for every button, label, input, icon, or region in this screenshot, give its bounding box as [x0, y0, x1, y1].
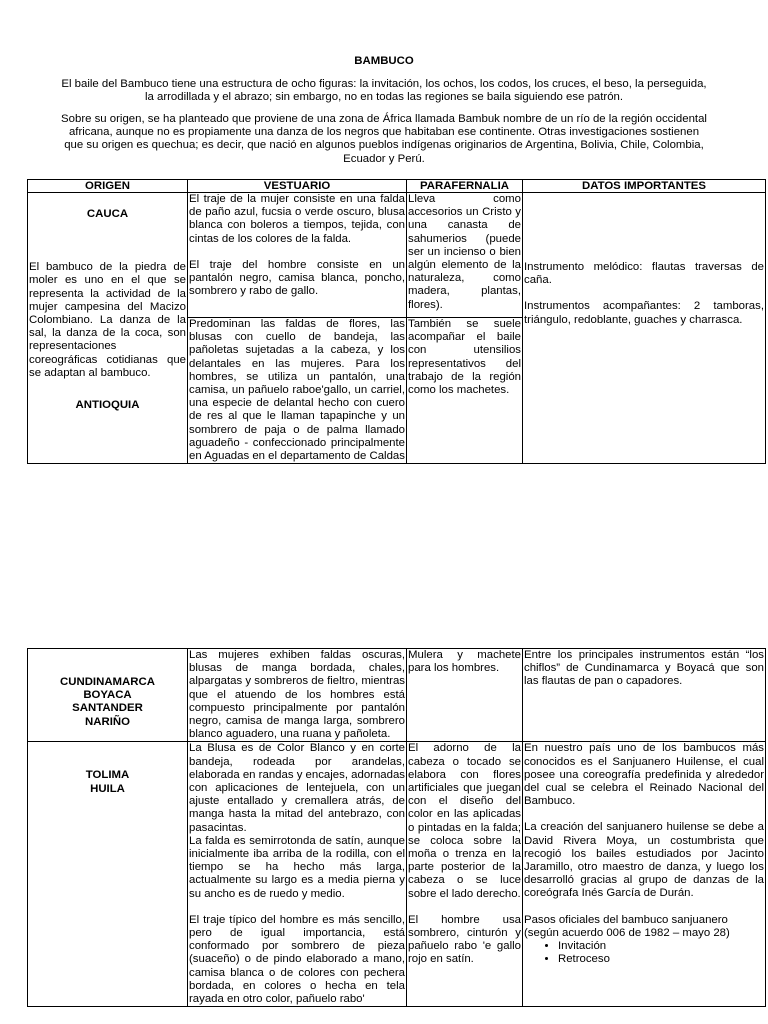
list-item: • Retroceso — [558, 953, 764, 966]
datos-tolima-cell — [523, 742, 766, 1007]
datos-cundinamarca-cell: Entre los principales instrumentos están “los chiflos” de Cundinamarca y Boyacá que son las flautas de pan o capadores. — [523, 649, 766, 742]
intro-paragraph-2: Sobre su origen, se ha planteado que proviene de una zona de África llamada Bambuk nombre de un río de la región occidental africana, aunque no es propiamente una danza de los negros que habitaban ese continente. Otras investigaciones sostienen que su origen es quechua; es decir, que nació en algunos pueblos indígenas originarios de Argentina, Bolivia, Chile, Colombia, Ecuador y Perú. — [61, 113, 707, 165]
table-header-row — [28, 180, 766, 193]
pasos-list — [524, 940, 764, 966]
bambuco-table-1 — [27, 179, 766, 464]
datos-sanjuanero: En nuestro país uno de los bambucos más conocidos es el Sanjuanero Huilense, el cual posee una coreografía predefinida y alrededor del cual se celebra el Reinado Nacional del Bambuco. — [524, 742, 764, 808]
vestuario-tolima-falda: La falda es semirrotonda de satín, aunque inicialmente iba arriba de la rodilla, con el tiempo se ha hecho más larga, actualmente su largo es a media pierna y su ancho es de ruedo y medio. — [189, 834, 405, 900]
parafernalia-tolima-hombre: El hombre usa sombrero, cinturón y pañuelo rabo 'e gallo rojo en satín. — [408, 913, 521, 966]
header-origen: ORIGEN — [28, 180, 188, 193]
list-item: • Invitación — [558, 940, 764, 953]
origen-description: El bambuco de la piedra de moler es uno en el que se representa la actividad de la mujer campesina del Macizo Colombiano. La danza de la sal, la danza de la coca, son representaciones coreográficas cotidianas que se adaptan al bambuco. — [29, 261, 186, 379]
table-row-tolima — [28, 742, 766, 1007]
header-datos: DATOS IMPORTANTES — [523, 180, 766, 193]
region-cundinamarca: CUNDINAMARCA — [60, 676, 155, 688]
parafernalia-antioquia-cell: También se suele acompañar el baile con utensilios representativos del trabajo de la región como los machetes. — [407, 318, 523, 464]
bambuco-table-2 — [27, 648, 766, 1007]
region-santander: SANTANDER — [72, 702, 143, 715]
parafernalia-cauca-cell: Lleva como accesorios un Cristo y una canasta de sahumerios (puede ser un incienso o bien algún elemento de la naturaleza, como madera, plantas, flores). — [407, 193, 523, 318]
vestuario-cundinamarca-cell: Las mujeres exhiben faldas oscuras, blusas de manga bordada, chales, alpargatas y sombreros de fieltro, mientras que el atuendo de los hombres está compuesto principalmente por pantalón negro, camisa de manga larga, sombrero blanco aguadero, una ruana y pañoleta. — [189, 649, 405, 741]
region-cauca: CAUCA — [86, 208, 129, 220]
region-boyaca: BOYACA — [83, 689, 132, 702]
intro-paragraph-1: El baile del Bambuco tiene una estructura de ocho figuras: la invitación, los ochos, los codos, los cruces, el beso, la perseguida, la arrodillada y el abrazo; sin embargo, no en todas las regiones se baila siguiendo ese patrón. — [61, 78, 707, 104]
origen-tolima-cell — [28, 742, 188, 1007]
datos-pasos-oficiales: Pasos oficiales del bambuco sanjuanero (según acuerdo 006 de 1982 – mayo 28) — [524, 913, 730, 939]
vestuario-cauca-cell — [188, 193, 407, 318]
datos-cauca-cell — [523, 193, 766, 464]
vestuario-cauca-hombre: El traje del hombre consiste en un pantalón negro, camisa blanca, poncho, sombrero y rabo de gallo. — [189, 258, 405, 298]
datos-creacion: La creación del sanjuanero huilense se debe a David Rivera Moya, un costumbrista que recogió los bailes estudiados por Jacinto Jaramillo, otro maestro de danza, y luego los desarrolló gracias al grupo de danzas de la coreógrafa Inés García de Durán. — [524, 821, 764, 900]
vestuario-antioquia-cell: Predominan las faldas de flores, las blusas con cuello de bandeja, las pañoletas sujetadas a la cabeza, y los delantales en las mujeres. Para los hombres, se utiliza un pantalón, una camisa, un pañuelo raboe'gallo, un carriel, una especie de delantal hecho con cuero de res al que le llaman tapapinche y un sombrero de paja o de palma llamado aguadeño - confeccionado principalmente en Aguadas en el departamento de Caldas — [189, 318, 405, 463]
origen-cell — [28, 193, 188, 464]
datos-instrumento-melodico: Instrumento melódico: flautas traversas de caña. — [524, 261, 764, 287]
vestuario-tolima-blusa: La Blusa es de Color Blanco y en corte bandeja, rodeada por arandelas, elaborada en randas y encajes, adornadas con aplicaciones de lentejuela, con un ajuste entallado y cremallera atrás, de manga hasta la mitad del antebrazo, con pasacintas. — [189, 742, 405, 834]
document-title: BAMBUCO — [354, 55, 414, 67]
vestuario-cauca-mujer: El traje de la mujer consiste en una falda de paño azul, fucsia o verde oscuro, blusa blanca con boleros a tiempos, tejida, con cintas de los colores de la falda. — [189, 193, 405, 245]
parafernalia-tolima-cell — [407, 742, 523, 1007]
vestuario-tolima-cell — [188, 742, 407, 1007]
header-parafernalia: PARAFERNALIA — [407, 180, 523, 193]
datos-instrumentos-acompanantes: Instrumentos acompañantes: 2 tamboras, triángulo, redoblante, guaches y charrasca. — [524, 300, 764, 326]
parafernalia-cundinamarca-cell: Mulera y machete para los hombres. — [407, 649, 523, 742]
header-vestuario: VESTUARIO — [188, 180, 407, 193]
region-narino: NARIÑO — [85, 715, 130, 728]
table-row-cauca — [28, 193, 766, 318]
region-antioquia: ANTIOQUIA — [75, 399, 140, 412]
region-tolima: TOLIMA — [85, 769, 130, 782]
vestuario-tolima-hombre: El traje típico del hombre es más sencillo, pero de igual importancia, está conformado por sombrero de pieza (suaceño) o de pindo elaborado a mano, camisa blanca o de colores con pechera bordada, en colores o hecha en tela rayada en otro color, pañuelo rabo' — [189, 913, 405, 1006]
table-row-cundinamarca — [28, 649, 766, 742]
parafernalia-tolima-mujer: El adorno de la cabeza o tocado se elabora con flores artificiales que juegan con el diseño del color en las aplicadas o pintadas en la falda; se coloca sobre la moña o trenza en la parte posterior de la cabeza o se luce sobre el lado derecho. — [408, 742, 521, 900]
region-huila: HUILA — [90, 782, 125, 795]
origen-cundinamarca-cell — [28, 649, 188, 742]
